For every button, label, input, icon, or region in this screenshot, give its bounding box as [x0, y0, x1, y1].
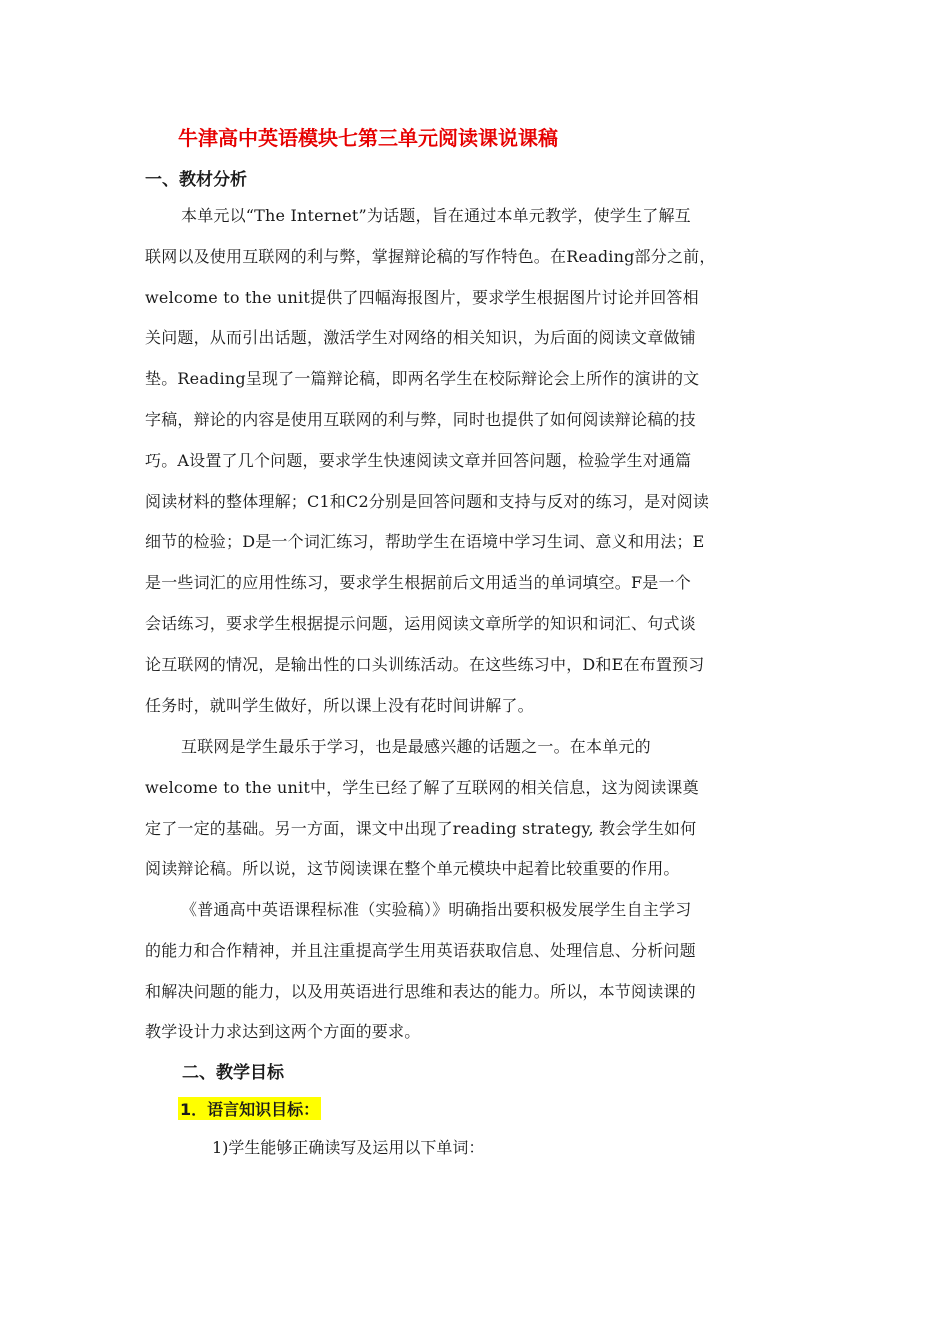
paragraph-line: 联网以及使用互联网的利与弊，掌握辩论稿的写作特色。在Reading部分之前，	[145, 246, 716, 266]
paragraph-line: 任务时，就叫学生做好，所以课上没有花时间讲解了。	[145, 695, 534, 715]
paragraph-line: 和解决问题的能力，以及用英语进行思维和表达的能力。所以，本节阅读课的	[145, 981, 696, 1001]
section-heading-objectives: 二、教学目标	[182, 1063, 284, 1083]
paragraph-line: welcome to the unit提供了四幅海报图片，要求学生根据图片讨论并回答相	[145, 287, 699, 307]
paragraph-line: 细节的检验；D是一个词汇练习，帮助学生在语境中学习生词、意义和用法；E	[145, 532, 705, 552]
paragraph-line: welcome to the unit中，学生已经了解了互联网的相关信息，这为阅读课奠	[145, 777, 699, 797]
section-heading-analysis: 一、教材分析	[145, 170, 247, 190]
paragraph-internet-interest	[145, 727, 810, 890]
paragraph-line: 巧。A设置了几个问题，要求学生快速阅读文章并回答问题，检验学生对通篇	[145, 450, 692, 470]
paragraph-line: 定了一定的基础。另一方面，课文中出现了reading strategy, 教会学生如何	[145, 818, 697, 838]
paragraph-curriculum-standard	[145, 890, 810, 1053]
paragraph-line: 《普通高中英语课程标准（实验稿）》明确指出要积极发展学生自主学习	[181, 900, 692, 919]
paragraph-line: 的能力和合作精神，并且注重提高学生用英语获取信息、处理信息、分析问题	[145, 940, 696, 960]
paragraph-line: 关问题，从而引出话题，激活学生对网络的相关知识，为后面的阅读文章做铺	[145, 328, 696, 348]
paragraph-line: 阅读材料的整体理解；C1和C2分别是回答问题和支持与反对的练习，是对阅读	[145, 491, 710, 511]
paragraph-line: 互联网是学生最乐于学习，也是最感兴趣的话题之一。在本单元的	[181, 737, 651, 756]
paragraph-line: 会话练习，要求学生根据提示问题，运用阅读文章所学的知识和词汇、句式谈	[145, 613, 696, 633]
paragraph-line: 论互联网的情况，是输出性的口头训练活动。在这些练习中，D和E在布置预习	[145, 654, 705, 674]
paragraph-line: 阅读辩论稿。所以说，这节阅读课在整个单元模块中起着比较重要的作用。	[145, 859, 680, 879]
paragraph-line: 字稿，辩论的内容是使用互联网的利与弊，同时也提供了如何阅读辩论稿的技	[145, 409, 696, 429]
paragraph-line: 垫。Reading呈现了一篇辩论稿，即两名学生在校际辩论会上所作的演讲的文	[145, 369, 700, 389]
paragraph-analysis	[145, 196, 810, 726]
list-item: 1)学生能够正确读写及运用以下单词：	[212, 1138, 485, 1157]
paragraph-line: 是一些词汇的应用性练习，要求学生根据前后文用适当的单词填空。F是一个	[145, 573, 691, 593]
paragraph-line: 本单元以“The Internet”为话题，旨在通过本单元教学，使学生了解互	[181, 206, 691, 225]
subheading-language-knowledge: 1．语言知识目标：	[178, 1097, 321, 1120]
paragraph-line: 教学设计力求达到这两个方面的要求。	[145, 1022, 421, 1042]
document-title: 牛津高中英语模块七第三单元阅读课说课稿	[178, 126, 558, 150]
